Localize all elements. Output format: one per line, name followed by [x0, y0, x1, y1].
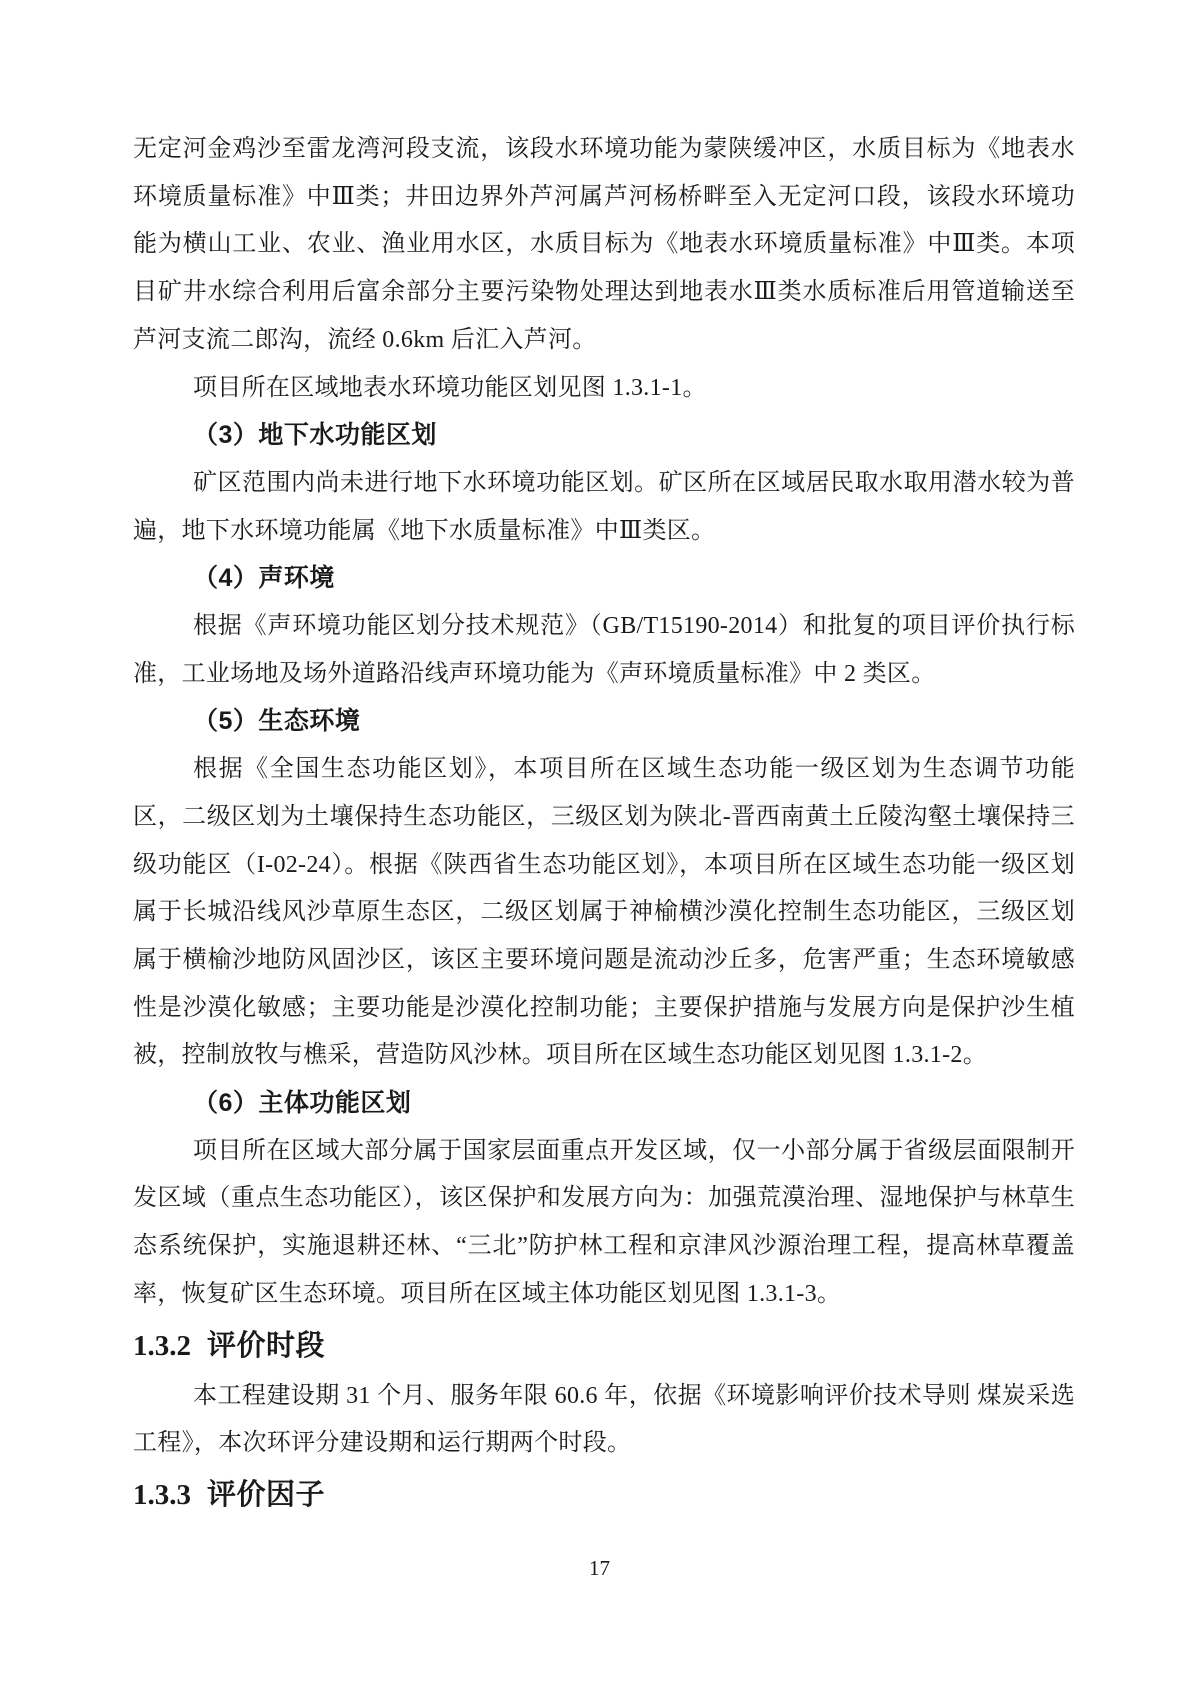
sub-heading-ecological-environment: （5）生态环境 — [193, 707, 361, 736]
paragraph-main-function-zoning: 项目所在区域大部分属于国家层面重点开发区域，仅一小部分属于省级层面限制开发区域（重点生态功能区），该区保护和发展方向为：加强荒漠治理、湿地保护与林草生态系统保护，实施退耕还林、“三北”防护林工程和京津风沙源治理工程，提高林草覆盖率，恢复矿区生态环境。项目所在区域主体功能区划见图 1.3.1-3。 — [133, 1137, 1075, 1307]
paragraph-surface-water-continuation: 无定河金鸡沙至雷龙湾河段支流，该段水环境功能为蒙陕缓冲区，水质目标为《地表水环境质量标准》中Ⅲ类；井田边界外芦河属芦河杨桥畔至入无定河口段，该段水环境功能为横山工业、农业、渔业用水区，水质目标为《地表水环境质量标准》中Ⅲ类。本项目矿井水综合利用后富余部分主要污染物处理达到地表水Ⅲ类水质标准后用管道输送至芦河支流二郎沟，流经 0.6km 后汇入芦河。 — [133, 136, 1075, 353]
sub-heading-acoustic-environment: （4）声环境 — [193, 564, 335, 593]
paragraph-acoustic-environment: 根据《声环境功能区划分技术规范》（GB/T15190-2014）和批复的项目评价执行标准，工业场地及场外道路沿线声环境功能为《声环境质量标准》中 2 类区。 — [133, 613, 1075, 687]
section-heading-1-3-3 — [133, 1468, 1075, 1522]
paragraph-evaluation-period: 本工程建设期 31 个月、服务年限 60.6 年，依据《环境影响评价技术导则 煤炭采选工程》，本次环评分建设期和运行期两个时段。 — [133, 1382, 1075, 1457]
section-heading-1-3-2 — [133, 1319, 1075, 1373]
paragraph-ecological-environment: 根据《全国生态功能区划》，本项目所在区域生态功能一级区划为生态调节功能区，二级区划为土壤保持生态功能区，三级区划为陕北-晋西南黄土丘陵沟壑土壤保持三级功能区（I-02-24）。根据《陕西省生态功能区划》，本项目所在区域生态功能一级区划属于长城沿线风沙草原生态区，二级区划属于神榆横沙漠化控制生态功能区，三级区划属于横榆沙地防风固沙区，该区主要环境问题是流动沙丘多，危害严重；生态环境敏感性是沙漠化敏感；主要功能是沙漠化控制功能；主要保护措施与发展方向是保护沙生植被，控制放牧与樵采，营造防风沙林。项目所在区域生态功能区划见图 1.3.1-2。 — [133, 756, 1075, 1069]
paragraph-surface-water-figure-ref: 项目所在区域地表水环境功能区划见图 1.3.1-1。 — [193, 374, 707, 401]
document-content — [133, 126, 1075, 1522]
section-number: 1.3.3 — [133, 1478, 191, 1511]
page-number: 17 — [589, 1556, 610, 1580]
sub-heading-main-function-zoning: （6）主体功能区划 — [193, 1089, 412, 1118]
sub-heading-groundwater-zoning: （3）地下水功能区划 — [193, 421, 437, 450]
section-title: 评价时段 — [207, 1329, 326, 1362]
paragraph-groundwater-zoning: 矿区范围内尚未进行地下水环境功能区划。矿区所在区域居民取水取用潜水较为普遍，地下水环境功能属《地下水质量标准》中Ⅲ类区。 — [133, 469, 1075, 544]
section-number: 1.3.2 — [133, 1329, 191, 1362]
section-title: 评价因子 — [207, 1478, 326, 1511]
